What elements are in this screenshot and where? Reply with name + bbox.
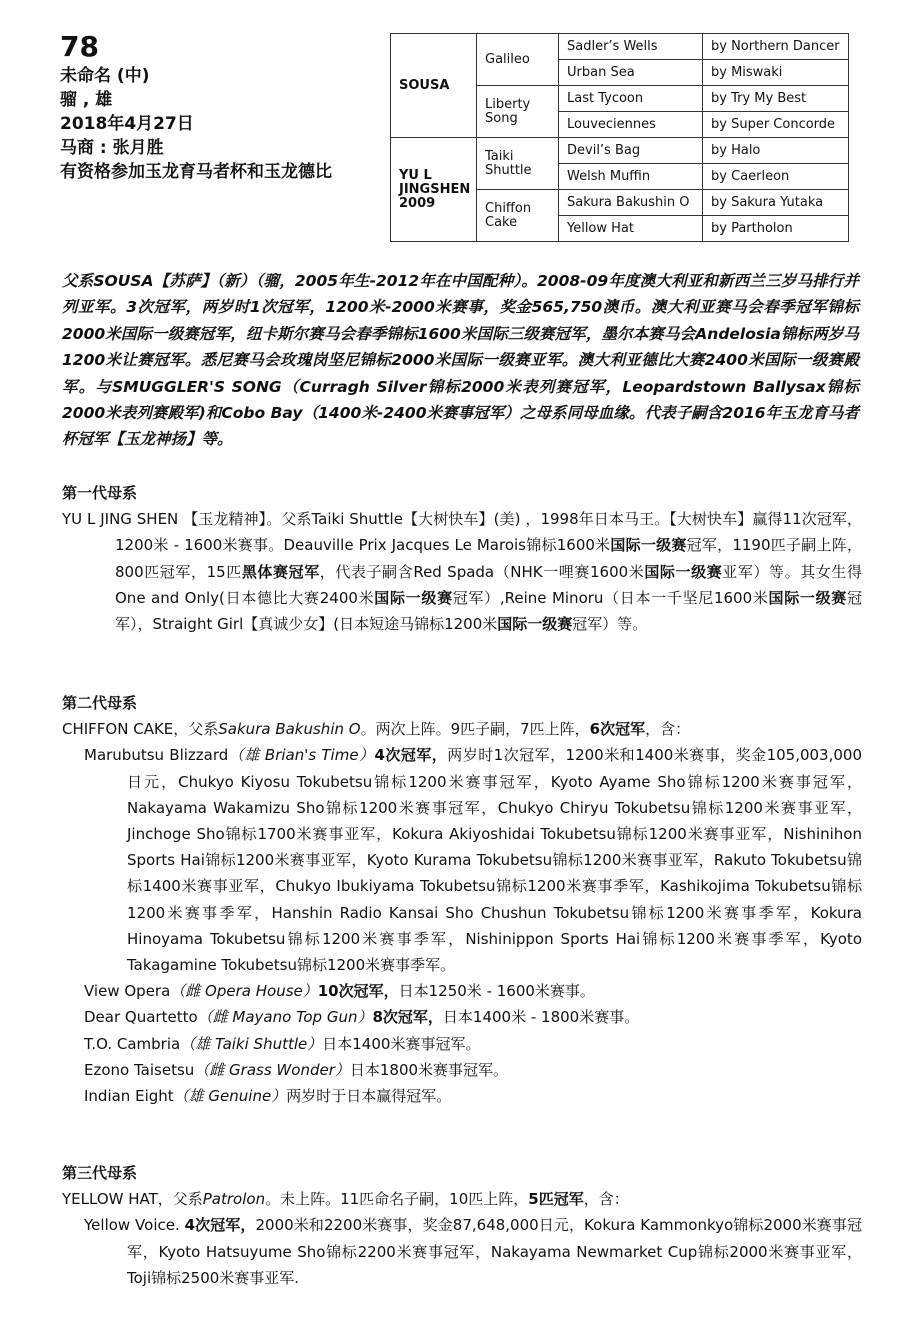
pedigree-gd1: Taiki Shuttle [477, 138, 559, 190]
pedigree-ggs: Urban Sea [559, 60, 703, 86]
pedigree-ggs-sire: by Partholon [703, 216, 849, 242]
pedigree-dam [391, 138, 477, 242]
pedigree-table [390, 33, 849, 242]
third-dam-intro: YELLOW HAT，父系Patrolon。未上阵。11匹命名子嗣，10匹上阵，5匹冠军，含： [62, 1190, 629, 1209]
second-dam-intro: CHIFFON CAKE，父系Sakura Bakushin O。两次上阵。9匹子嗣，7匹上阵，6次冠军，含： [62, 720, 691, 739]
progeny-entry: Ezono Taisetsu（雌 Grass Wonder）日本1800米赛事冠军。 [84, 1060, 509, 1079]
pedigree-dam-line: YU L [399, 167, 432, 183]
pedigree-ggs: Sadler’s Wells [559, 34, 703, 60]
progeny-entry: Indian Eight（雄 Genuine）两岁时于日本赢得冠军。 [84, 1087, 452, 1106]
horse-name: 未命名 (中) [60, 66, 150, 86]
progeny-entry: View Opera（雌 Opera House）10次冠军，日本1250米 - 1600米赛事。 [84, 982, 595, 1001]
pedigree-dam-line: 2009 [399, 195, 436, 211]
pedigree-sire: SOUSA [391, 34, 477, 138]
pedigree-dam-line: JINGSHEN [399, 181, 471, 197]
vendor: 马商 : 张月胜 [60, 138, 164, 158]
pedigree-ggs: Last Tycoon [559, 86, 703, 112]
eligibility: 有资格参加玉龙育马者杯和玉龙德比 [60, 162, 332, 182]
pedigree-ggs: Louveciennes [559, 112, 703, 138]
third-dam-section [62, 1160, 862, 1291]
pedigree-ggs-sire: by Halo [703, 138, 849, 164]
pedigree-ggs: Yellow Hat [559, 216, 703, 242]
pedigree-ggs-sire: by Try My Best [703, 86, 849, 112]
pedigree-ggs-sire: by Sakura Yutaka [703, 190, 849, 216]
section-title: 第二代母系 [62, 694, 138, 712]
second-dam-section [62, 690, 862, 1109]
pedigree-ggs: Welsh Muffin [559, 164, 703, 190]
first-dam-text: YU L JING SHEN 【玉龙精神】。父系Taiki Shuttle【大树快车】(美) ，1998年日本马王。【大树快车】赢得11次冠军，1200米 - 1600米赛事。Deauville Prix Jacques Le Marois锦标1600米国际一级赛冠军，1190匹子嗣上阵，800匹冠军，15匹黑体赛冠军，代表子嗣含Red Spada（NHK一哩赛1600米国际一级赛亚军）等。其女生得One and Only(日本德比大赛2400米国际一级赛冠军）,Reine Minoru（日本一千坚尼1600米国际一级赛冠军），Straight Girl【真诚少女】(日本短途马锦标1200米国际一级赛冠军）等。 [62, 510, 862, 634]
progeny-entry: Dear Quartetto（雌 Mayano Top Gun）8次冠军，日本1400米 - 1800米赛事。 [84, 1008, 640, 1027]
progeny-entry: Yellow Voice. 4次冠军，2000米和2200米赛事，奖金87,648,000日元，Kokura Kammonkyo锦标2000米赛事冠军，Kyoto Hatsuyume Sho锦标2200米赛事冠军，Nakayama Newmarket Cup锦标2000米赛事亚军，Toji锦标2500米赛事亚军. [84, 1216, 862, 1287]
birth-date: 2018年4月27日 [60, 114, 194, 134]
pedigree-gd2: Chiffon Cake [477, 190, 559, 242]
horse-header [60, 30, 380, 184]
pedigree-gs1: Galileo [477, 34, 559, 86]
pedigree-ggs-sire: by Miswaki [703, 60, 849, 86]
pedigree-gs2: Liberty Song [477, 86, 559, 138]
first-dam-section [62, 480, 862, 637]
pedigree-ggs: Sakura Bakushin O [559, 190, 703, 216]
pedigree-ggs-sire: by Northern Dancer [703, 34, 849, 60]
section-title: 第一代母系 [62, 484, 138, 502]
section-title: 第三代母系 [62, 1164, 138, 1182]
pedigree-ggs-sire: by Caerleon [703, 164, 849, 190]
sire-intro: 父系SOUSA【苏萨】（新）（骝，2005年生-2012年在中国配种）。2008-09年度澳大利亚和新西兰三岁马排行并列亚军。3次冠军，两岁时1次冠军，1200米-2000米赛事，奖金565,750澳币。澳大利亚赛马会春季冠军锦标2000米国际一级赛冠军，纽卡斯尔赛马会春季锦标1600米国际三级赛冠军，墨尔本赛马会Andelosia锦标两岁马1200米让赛冠军。悉尼赛马会玫瑰岗坚尼锦标2000米国际一级赛亚军。澳大利亚德比大赛2400米国际一级赛殿军。与SMUGGLER'S SONG（Curragh Silver锦标2000米表列赛冠军，Leopardstown Ballysax锦标2000米表列赛殿军)和Cobo Bay（1400米-2400米赛事冠军）之母系同母血缘。代表子嗣含2016年玉龙育马者杯冠军【玉龙神扬】等。 [62, 272, 859, 449]
progeny-entry: T.O. Cambria（雄 Taiki Shuttle）日本1400米赛事冠军。 [84, 1034, 481, 1053]
progeny-entry: Marubutsu Blizzard（雄 Brian's Time）4次冠军，两岁时1次冠军，1200米和1400米赛事，奖金105,003,000日元，Chukyo Kiyosu Tokubetsu锦标1200米赛事冠军，Kyoto Ayame Sho锦标1200米赛事冠军，Nakayama Wakamizu Sho锦标1200米赛事冠军，Chukyo Chiryu Tokubetsu锦标1200米赛事亚军，Jinchoge Sho锦标1700米赛事亚军，Kokura Akiyoshidai Tokubetsu锦标1200米赛事亚军，Nishinihon Sports Hai锦标1200米赛事亚军，Kyoto Kurama Tokubetsu锦标1200米赛事亚军，Rakuto Tokubetsu锦标1400米赛事亚军，Chukyo Ibukiyama Tokubetsu锦标1200米赛事季军，Kashikojima Tokubetsu锦标1200米赛事季军，Hanshin Radio Kansai Sho Chushun Tokubetsu锦标1200米赛事季军，Kokura Hinoyama Tokubetsu锦标1200米赛事季军，Nishinippon Sports Hai锦标1200米赛事季军，Kyoto Takagamine Tokubetsu锦标1200米赛事季军。 [84, 746, 862, 975]
lot-number: 78 [60, 30, 99, 63]
pedigree-ggs-sire: by Super Concorde [703, 112, 849, 138]
pedigree-ggs: Devil’s Bag [559, 138, 703, 164]
color-sex: 骝 , 雄 [60, 90, 113, 110]
